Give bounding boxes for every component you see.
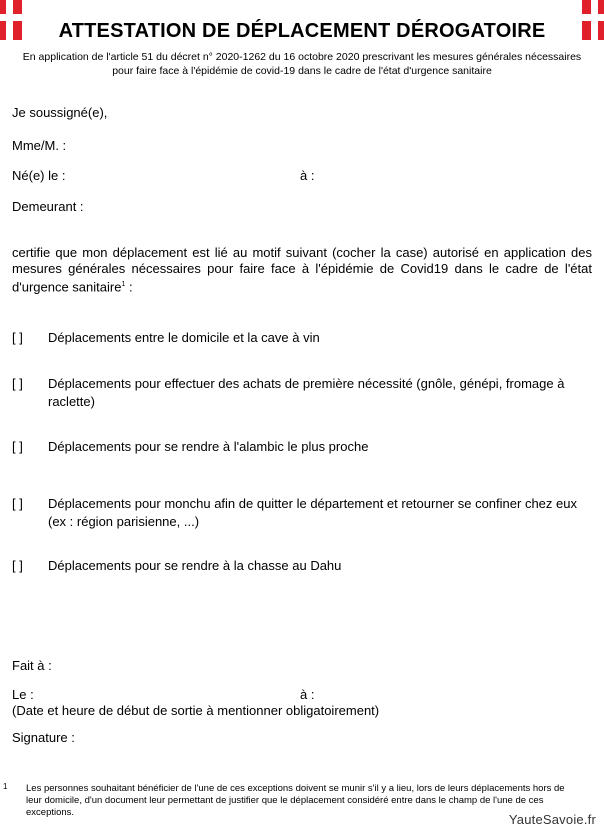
checkbox[interactable]: [ ] [12, 439, 23, 454]
certify-text: certifie que mon déplacement est lié au motif suivant (cocher la case) autorisé en application des mesures générales nécessaires pour faire face à l'épidémie de Covid19 dans le cadre de l'état d'urgence sanitaire [12, 245, 592, 295]
date-note: (Date et heure de début de sortie à mentionner obligatoirement) [12, 703, 380, 718]
brand-watermark: YauteSavoie.fr [508, 812, 596, 827]
name-field-label: Mme/M. : [12, 138, 67, 153]
address-label: Demeurant : [12, 199, 84, 214]
soussigne-label: Je soussigné(e), [12, 105, 108, 120]
page-subtitle: En application de l'article 51 du décret n° 2020-1262 du 16 octobre 2020 prescrivant les mesures générales nécessaires pour faire face à l'épidémie de covid-19 dans le cadre de l'état d'urgence sanitaire [22, 51, 582, 77]
signature-label: Signature : [12, 730, 75, 745]
checkbox[interactable]: [ ] [12, 496, 23, 511]
footnote-text: Les personnes souhaitant bénéficier de l'une de ces exceptions doivent se munir s'il y a lieu, lors de leurs déplacements hors de leur domicile, d'un document leur permettant de justifier que le déplacement considéré entre dans le champ de l'une de ces exceptions. [26, 783, 565, 818]
date-label: Le : [12, 687, 34, 702]
option-label: Déplacements entre le domicile et la cave à vin [48, 330, 320, 345]
birth-place-label: à : [300, 168, 315, 183]
page-title: ATTESTATION DE DÉPLACEMENT DÉROGATOIRE [58, 20, 546, 42]
checkbox[interactable]: [ ] [12, 376, 23, 391]
time-label: à : [300, 687, 315, 702]
footnote [3, 782, 568, 819]
option-item [12, 438, 592, 456]
checkbox[interactable]: [ ] [12, 558, 23, 573]
option-label: Déplacements pour effectuer des achats de première nécessité (gnôle, génépi, fromage à raclette) [48, 376, 565, 409]
option-item [12, 375, 592, 411]
fait-a-label: Fait à : [12, 658, 52, 673]
option-label: Déplacements pour monchu afin de quitter le département et retourner se confiner chez eux (ex : région parisienne, ...) [48, 496, 577, 529]
option-item [12, 329, 592, 347]
birth-date-label: Né(e) le : [12, 168, 66, 183]
certify-paragraph [12, 245, 592, 295]
option-label: Déplacements pour se rendre à la chasse au Dahu [48, 558, 342, 573]
option-item [12, 495, 592, 531]
footnote-reference: 1 [121, 281, 126, 288]
option-label: Déplacements pour se rendre à l'alambic le plus proche [48, 439, 369, 454]
option-item [12, 557, 592, 575]
footnote-mark: 1 [3, 782, 8, 791]
checkbox[interactable]: [ ] [12, 330, 23, 345]
certify-suffix: : [125, 279, 133, 295]
